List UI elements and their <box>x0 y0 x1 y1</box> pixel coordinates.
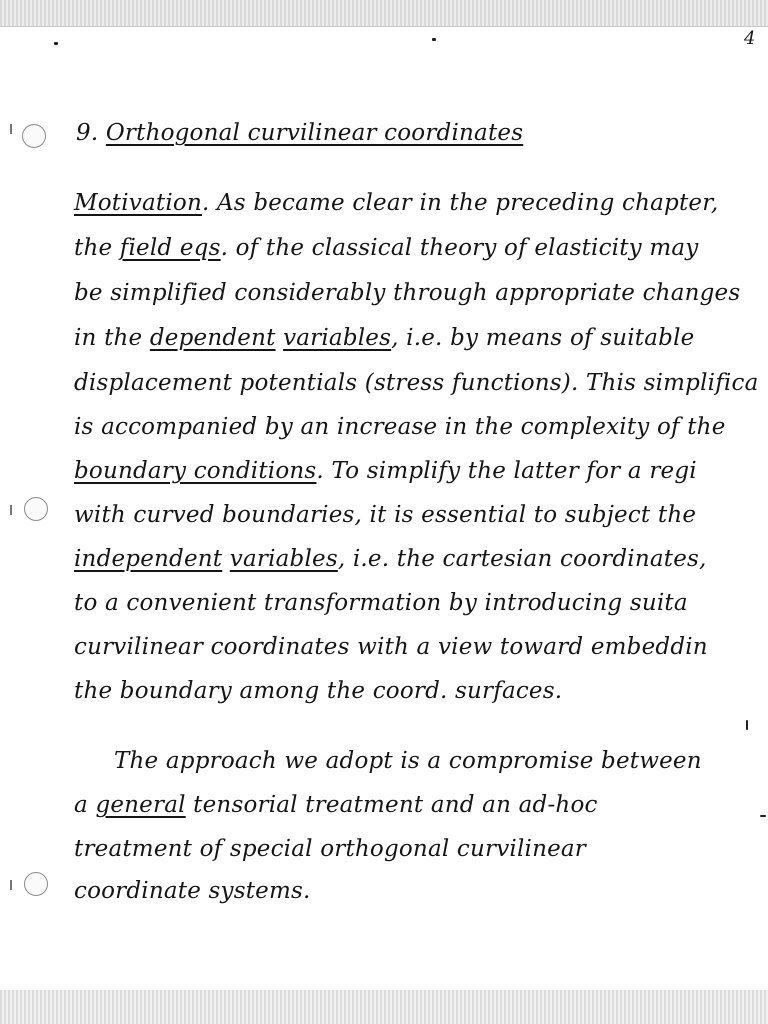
punch-hole-middle <box>24 497 48 521</box>
para1-line-5: displacement potentials (stress functions). This simplifica <box>74 370 759 396</box>
line-text: tensorial treatment and an ad-hoc <box>185 792 598 818</box>
para1-line-12: the boundary among the coord. surfaces. <box>74 678 563 704</box>
line-text: the <box>74 235 120 261</box>
line-text: , i.e. by means of suitable <box>391 325 695 351</box>
line-text <box>276 325 284 351</box>
para2-line-3: treatment of special orthogonal curvilinear <box>74 836 587 862</box>
scan-speck <box>746 720 748 730</box>
section-heading <box>76 120 523 146</box>
line-text: in the <box>74 325 150 351</box>
page-number: 4 <box>744 28 756 49</box>
scan-speck <box>54 42 58 45</box>
para2-line-2 <box>74 792 598 818</box>
section-number: 9. <box>76 120 99 146</box>
line-text: . As became clear in the preceding chapter, <box>201 190 719 216</box>
para1-line-3: be simplified considerably through appropriate changes <box>74 280 741 306</box>
para1-line-8: with curved boundaries, it is essential to subject the <box>74 502 697 528</box>
margin-mark <box>10 124 12 134</box>
para1-line-7 <box>74 458 697 484</box>
underlined-term: independent <box>74 546 223 572</box>
underlined-term: dependent <box>149 325 276 351</box>
para1-line-10: to a convenient transformation by introducing suita <box>74 590 688 616</box>
underlined-term: field eqs <box>119 235 221 261</box>
scan-top-rule <box>0 26 768 27</box>
line-text: . To simplify the latter for a regi <box>316 458 697 484</box>
scan-speck <box>432 38 436 41</box>
punch-hole-bottom <box>24 872 48 896</box>
punch-hole-top <box>22 124 46 148</box>
para1-line-2 <box>74 235 699 261</box>
para2-line-4: coordinate systems. <box>74 878 311 904</box>
underlined-term: variables <box>283 325 392 351</box>
scan-bottom-edge <box>0 990 768 1024</box>
scan-top-edge <box>0 0 768 26</box>
para1-line-1 <box>74 190 718 216</box>
para2-line-1: The approach we adopt is a compromise between <box>114 748 702 774</box>
para1-line-11: curvilinear coordinates with a view toward embeddin <box>74 634 708 660</box>
underlined-term: general <box>95 792 186 818</box>
para1-line-6: is accompanied by an increase in the complexity of the <box>74 414 726 440</box>
motivation-label: Motivation <box>74 190 202 216</box>
underlined-term: boundary conditions <box>74 458 317 484</box>
margin-mark <box>10 505 12 515</box>
para1-line-9 <box>74 546 707 572</box>
underlined-term: variables <box>229 546 338 572</box>
section-title: Orthogonal curvilinear coordinates <box>105 120 524 146</box>
line-text: a <box>74 792 96 818</box>
para1-line-4 <box>74 325 694 351</box>
line-text: . of the classical theory of elasticity may <box>220 235 699 261</box>
margin-mark <box>10 880 12 890</box>
scan-speck <box>760 815 766 817</box>
line-text <box>222 546 230 572</box>
line-text: , i.e. the cartesian coordinates, <box>337 546 707 572</box>
